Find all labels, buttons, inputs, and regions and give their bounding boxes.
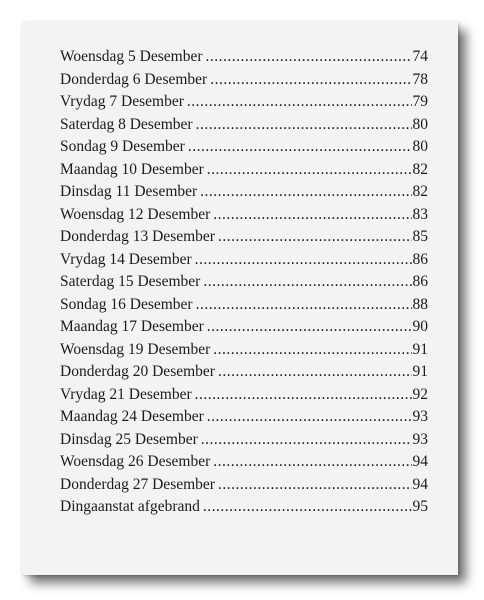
toc-entry (60, 384, 428, 407)
toc-entry (60, 361, 428, 384)
toc-entry-page: 95 (412, 498, 428, 515)
toc-entry-label: Donderdag 20 Desember (60, 363, 215, 380)
toc-entry (60, 204, 428, 227)
toc-entry (60, 159, 428, 182)
toc-entry-page: 94 (412, 475, 428, 493)
dot-leader (188, 136, 412, 159)
toc-entry-label: Maandag 10 Desember (60, 160, 204, 178)
toc-entry (60, 406, 428, 429)
toc-entry (60, 136, 428, 159)
dot-leader (207, 316, 412, 339)
toc-entry-page: 79 (412, 93, 428, 110)
toc-entry-page: 80 (412, 115, 428, 133)
toc-entry-page: 82 (412, 160, 428, 178)
toc-entry-label: Dinsdag 11 Desember (60, 183, 198, 200)
toc-entry-label: Woensdag 19 Desember (60, 340, 211, 358)
toc-entry-label: Woensdag 12 Desember (60, 205, 211, 223)
toc-entry-page: 80 (412, 138, 428, 155)
dot-leader (206, 46, 412, 69)
dot-leader (218, 474, 412, 497)
dot-leader (203, 496, 412, 519)
table-of-contents (60, 46, 428, 519)
toc-entry-label: Saterdag 15 Desember (60, 273, 201, 290)
toc-entry-page: 91 (412, 363, 428, 380)
toc-entry (60, 474, 428, 497)
dot-leader (201, 429, 412, 452)
toc-entry (60, 91, 428, 114)
toc-entry (60, 249, 428, 272)
toc-entry (60, 181, 428, 204)
dot-leader (207, 406, 412, 429)
dot-leader (218, 361, 412, 384)
toc-entry (60, 46, 428, 69)
toc-entry (60, 496, 428, 519)
toc-entry-label: Woensdag 5 Desember (60, 48, 203, 65)
dot-leader (196, 114, 412, 137)
dot-leader (213, 339, 411, 362)
toc-entry (60, 451, 428, 474)
dot-leader (196, 294, 412, 317)
toc-entry (60, 316, 428, 339)
toc-entry (60, 69, 428, 92)
dot-leader (195, 249, 412, 272)
dot-leader (200, 181, 411, 204)
toc-entry-page: 82 (412, 183, 428, 200)
dot-leader (213, 451, 411, 474)
document-page (22, 22, 458, 575)
dot-leader (187, 91, 412, 114)
dot-leader (203, 271, 411, 294)
toc-entry-page: 94 (412, 453, 428, 470)
toc-entry-label: Maandag 24 Desember (60, 408, 204, 425)
dot-leader (195, 384, 412, 407)
toc-entry (60, 114, 428, 137)
toc-entry-label: Vrydag 21 Desember (60, 385, 192, 403)
toc-entry (60, 271, 428, 294)
toc-entry (60, 429, 428, 452)
toc-entry-label: Donderdag 27 Desember (60, 475, 215, 493)
toc-entry-page: 83 (412, 205, 428, 223)
toc-entry-page: 91 (412, 340, 428, 358)
dot-leader (213, 204, 411, 227)
toc-entry-label: Woensdag 26 Desember (60, 453, 211, 470)
toc-entry-label: Vrydag 14 Desember (60, 250, 192, 268)
toc-entry-page: 88 (412, 295, 428, 313)
toc-entry-page: 74 (412, 48, 428, 65)
dot-leader (218, 226, 412, 249)
toc-entry-page: 92 (412, 385, 428, 403)
toc-entry-page: 93 (412, 408, 428, 425)
toc-entry-label: Saterdag 8 Desember (60, 115, 193, 133)
toc-entry-page: 85 (412, 228, 428, 245)
toc-entry-label: Maandag 17 Desember (60, 318, 204, 335)
toc-entry-label: Vrydag 7 Desember (60, 93, 184, 110)
toc-entry-page: 93 (412, 430, 428, 448)
toc-entry-label: Sondag 9 Desember (60, 138, 185, 155)
dot-leader (210, 69, 411, 92)
toc-entry-label: Donderdag 6 Desember (60, 70, 208, 88)
toc-entry-label: Dingaanstat afgebrand (60, 498, 200, 515)
toc-entry-page: 78 (412, 70, 428, 88)
toc-entry-page: 86 (412, 250, 428, 268)
toc-entry-page: 86 (412, 273, 428, 290)
toc-entry-label: Donderdag 13 Desember (60, 228, 215, 245)
toc-entry (60, 294, 428, 317)
toc-entry-label: Sondag 16 Desember (60, 295, 193, 313)
toc-entry-label: Dinsdag 25 Desember (60, 430, 198, 448)
toc-entry (60, 339, 428, 362)
toc-entry-page: 90 (412, 318, 428, 335)
toc-entry (60, 226, 428, 249)
dot-leader (207, 159, 412, 182)
